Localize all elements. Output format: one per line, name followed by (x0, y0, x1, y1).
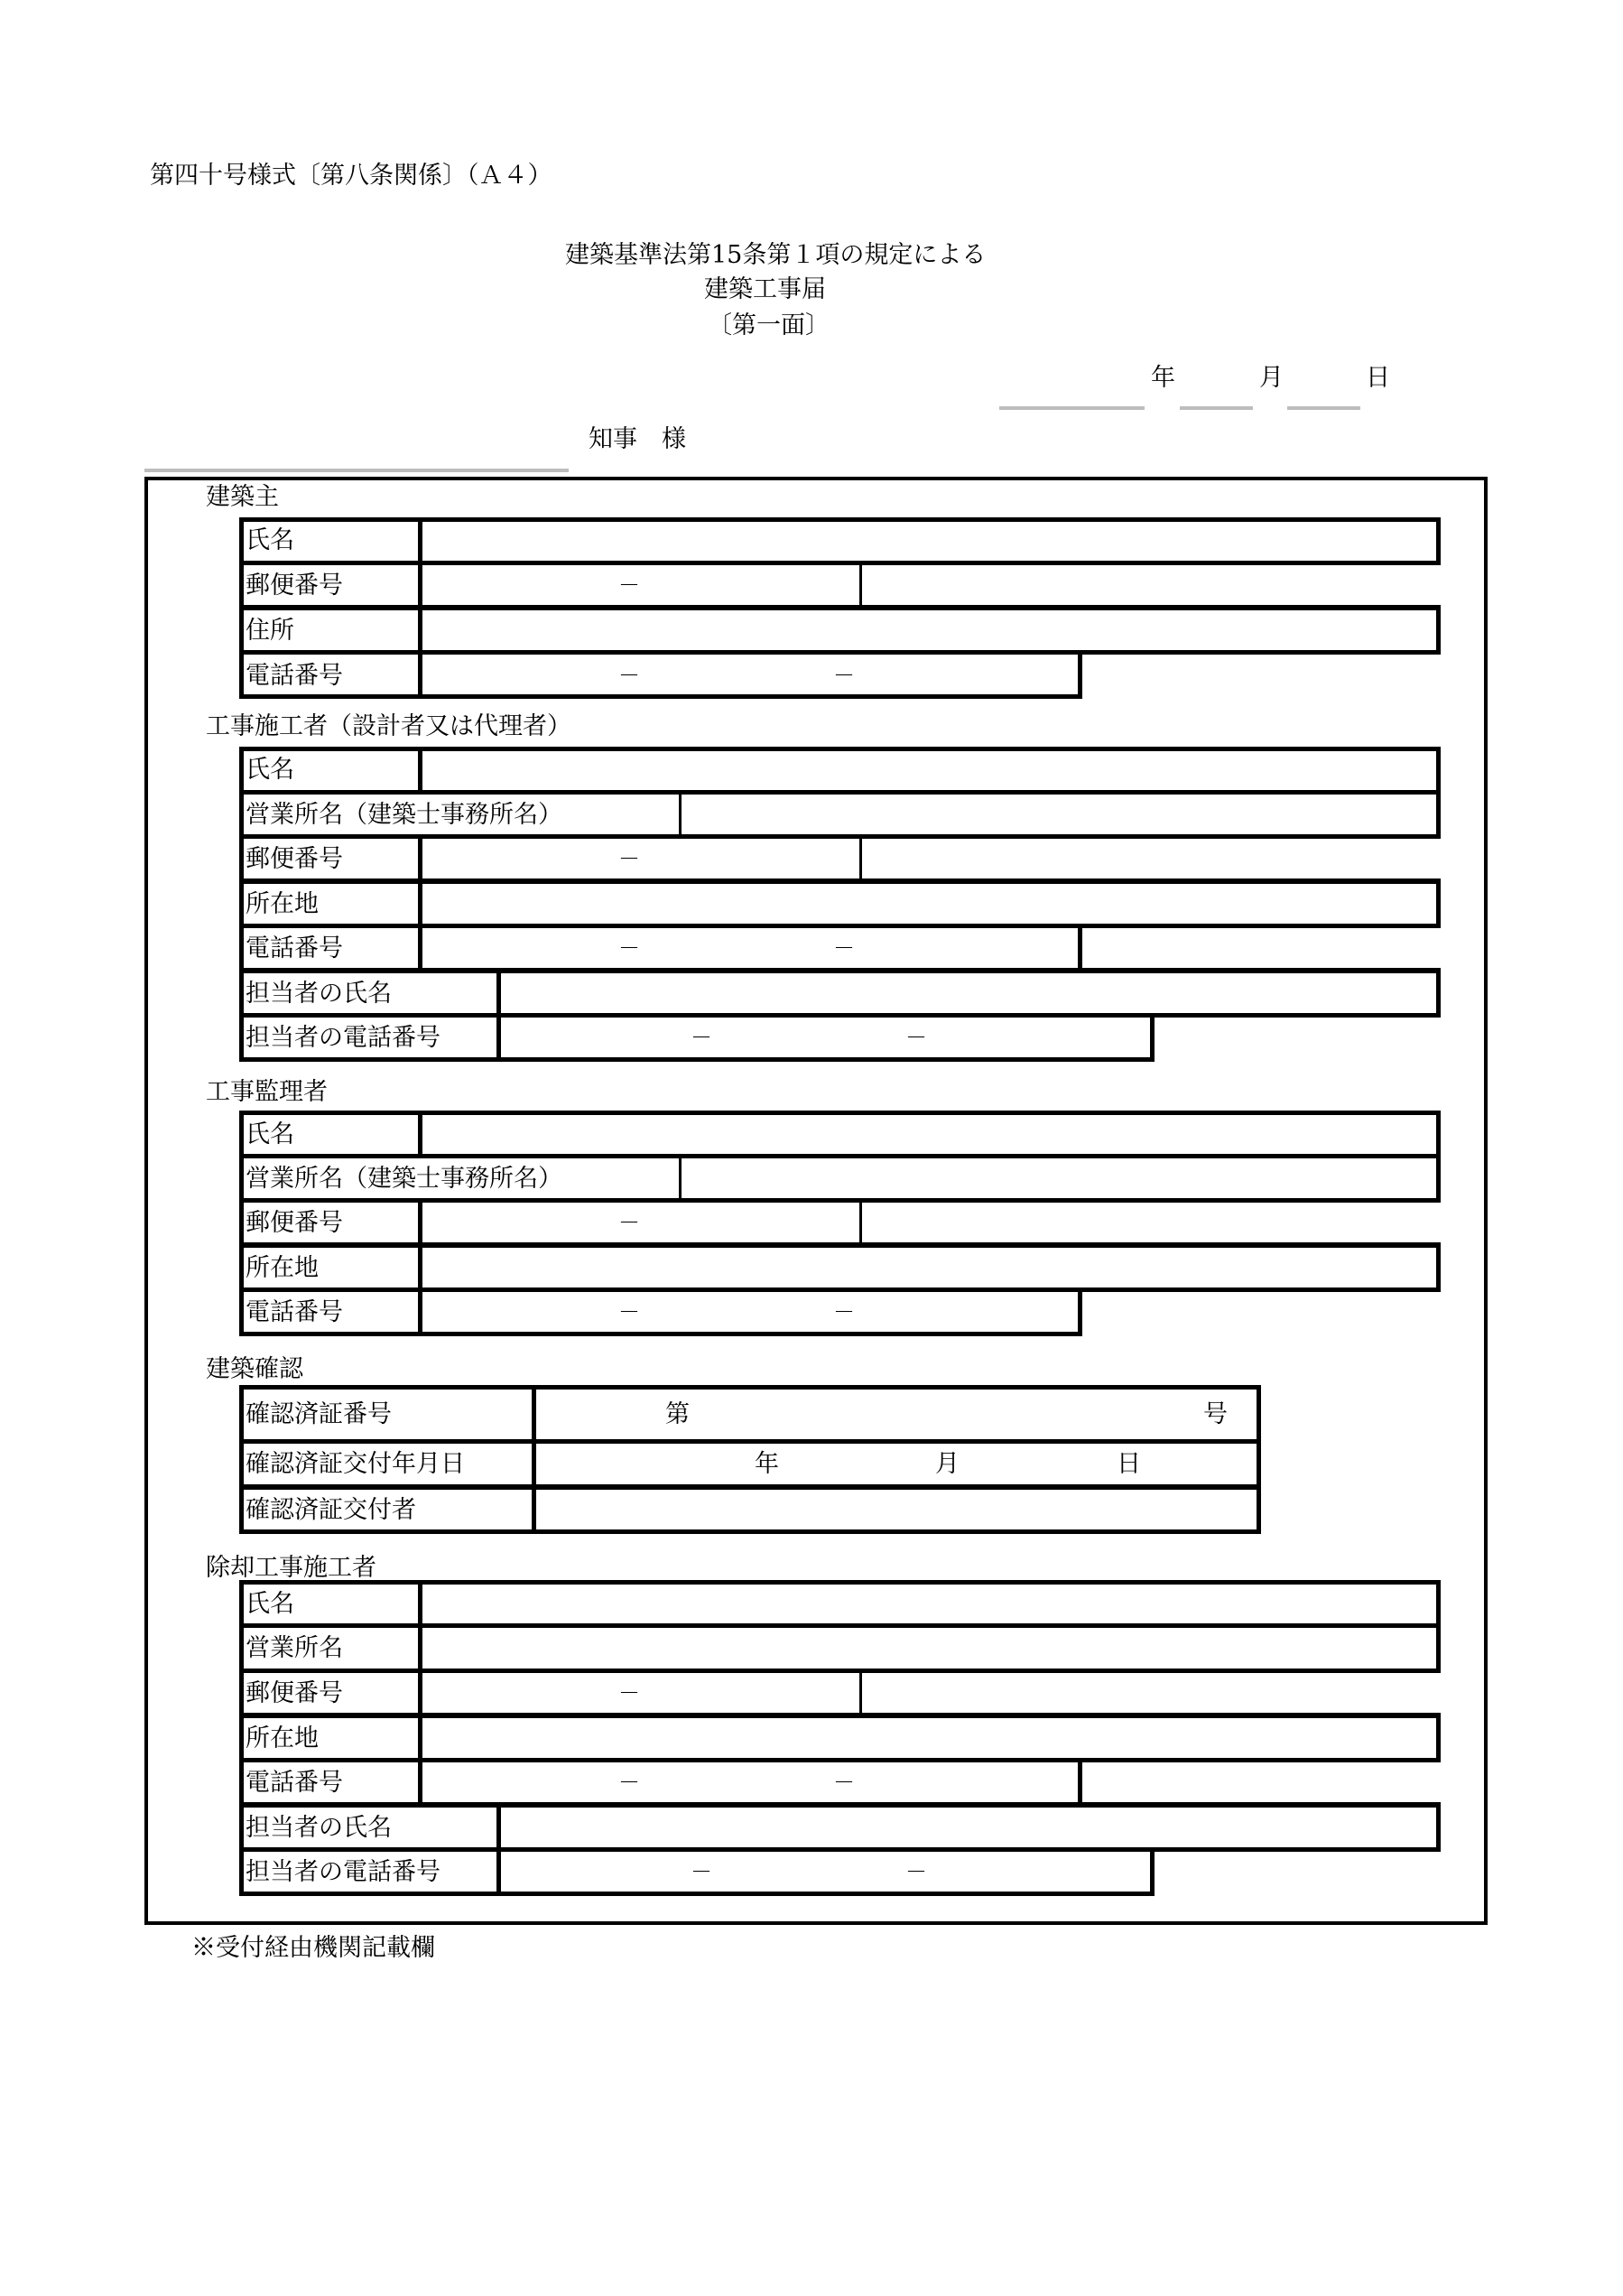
supervisor-phone-dash-2: － (833, 1299, 855, 1325)
contractor-office-label: 営業所名（建築士事務所名） (246, 801, 562, 829)
demolition-phone-dash-1: － (618, 1770, 640, 1795)
supervisor-postal-dash: － (618, 1210, 640, 1235)
confirmation-certno-suffix: 号 (1203, 1400, 1228, 1428)
contractor-name-label: 氏名 (246, 756, 294, 784)
contractor-postal-input[interactable] (424, 835, 858, 878)
section-confirmation-heading: 建築確認 (206, 1355, 303, 1383)
contractor-phone-dash-2: － (833, 935, 855, 961)
contractor-contact-name-label: 担当者の氏名 (246, 980, 392, 1008)
owner-name-label: 氏名 (246, 526, 294, 554)
demolition-contact-name-label: 担当者の氏名 (246, 1814, 392, 1842)
owner-postal-label: 郵便番号 (246, 572, 343, 600)
supervisor-postal-label: 郵便番号 (246, 1209, 343, 1237)
contractor-name-input[interactable] (424, 751, 1435, 790)
confirmation-date-year: 年 (755, 1450, 779, 1478)
demolition-contact-phone-label: 担当者の電話番号 (246, 1858, 441, 1886)
contractor-phone-divider (1078, 925, 1082, 972)
supervisor-postal-input[interactable] (424, 1199, 858, 1242)
supervisor-phone-dash-1: － (618, 1299, 640, 1325)
demolition-postal-input[interactable] (424, 1669, 858, 1713)
supervisor-name-label: 氏名 (246, 1120, 294, 1148)
title-line1: 建築基準法第15条第１項の規定による (565, 241, 987, 269)
demolition-postal-label: 郵便番号 (246, 1679, 343, 1707)
year-label: 年 (1151, 364, 1175, 392)
supervisor-office-divider (679, 1155, 682, 1203)
form-id: 第四十号様式〔第八条関係〕（Ａ４） (150, 162, 552, 190)
month-label: 月 (1259, 364, 1284, 392)
supervisor-location-input[interactable] (424, 1248, 1435, 1287)
demolition-office-label: 営業所名 (246, 1634, 343, 1662)
confirmation-date-label: 確認済証交付年月日 (246, 1450, 465, 1478)
contractor-office-input[interactable] (683, 791, 1435, 834)
contractor-location-label: 所在地 (246, 890, 319, 918)
confirmation-issuer-label: 確認済証交付者 (246, 1496, 416, 1524)
demolition-phone-dash-2: － (833, 1770, 855, 1795)
contractor-contact-phone-label: 担当者の電話番号 (246, 1024, 441, 1052)
demolition-name-label: 氏名 (246, 1590, 294, 1618)
demolition-office-input[interactable] (424, 1624, 1435, 1669)
section-demolition-heading: 除却工事施工者 (206, 1554, 376, 1582)
contractor-phone-dash-1: － (618, 935, 640, 961)
contractor-postal-divider (859, 835, 862, 883)
supervisor-postal-divider (859, 1199, 862, 1247)
confirmation-certno-input[interactable] (538, 1390, 1257, 1439)
demolition-contact-phone-dash-1: － (691, 1859, 712, 1884)
owner-postal-dash: － (618, 572, 640, 598)
owner-phone-input[interactable] (424, 651, 1078, 694)
confirmation-date-input[interactable] (538, 1440, 1257, 1484)
owner-address-label: 住所 (246, 617, 294, 645)
contractor-contact-phone-dash-2: － (905, 1025, 927, 1050)
owner-postal-divider (859, 562, 862, 609)
contractor-contact-phone-input[interactable] (503, 1014, 1150, 1057)
owner-phone-dash-1: － (618, 663, 640, 688)
day-label: 日 (1366, 364, 1390, 392)
supervisor-location-label: 所在地 (246, 1254, 319, 1282)
footer-note: ※受付経由機関記載欄 (191, 1934, 435, 1962)
addressee: 知事 様 (589, 425, 686, 453)
demolition-name-input[interactable] (424, 1585, 1435, 1623)
owner-name-input[interactable] (424, 522, 1435, 561)
contractor-location-input[interactable] (424, 884, 1435, 924)
owner-postal-input[interactable] (424, 566, 858, 605)
title-line2: 建築工事届 (704, 275, 826, 303)
owner-phone-dash-2: － (833, 663, 855, 688)
demolition-phone-label: 電話番号 (246, 1769, 343, 1797)
demolition-location-label: 所在地 (246, 1724, 319, 1752)
contractor-contact-name-input[interactable] (503, 973, 1435, 1013)
owner-phone-label: 電話番号 (246, 662, 343, 690)
contractor-postal-dash: － (618, 846, 640, 871)
confirmation-certno-label: 確認済証番号 (246, 1400, 392, 1428)
supervisor-office-label: 営業所名（建築士事務所名） (246, 1165, 562, 1193)
demolition-phone-input[interactable] (424, 1759, 1078, 1802)
demolition-phone-divider (1078, 1759, 1082, 1807)
day-field[interactable] (1287, 406, 1360, 410)
demolition-postal-dash: － (618, 1680, 640, 1706)
demolition-contact-phone-input[interactable] (503, 1848, 1150, 1892)
confirmation-certno-prefix: 第 (665, 1400, 690, 1428)
title-line3: 〔第一面〕 (708, 311, 830, 339)
confirmation-date-day: 日 (1117, 1450, 1141, 1478)
demolition-postal-divider (859, 1669, 862, 1717)
contractor-phone-label: 電話番号 (246, 934, 343, 962)
supervisor-phone-input[interactable] (424, 1288, 1078, 1332)
contractor-office-divider (679, 791, 682, 839)
supervisor-phone-label: 電話番号 (246, 1298, 343, 1326)
supervisor-name-input[interactable] (424, 1115, 1435, 1154)
month-field[interactable] (1180, 406, 1253, 410)
demolition-contact-phone-dash-2: － (905, 1859, 927, 1884)
contractor-postal-label: 郵便番号 (246, 845, 343, 873)
section-supervisor-heading: 工事監理者 (206, 1078, 328, 1106)
demolition-contact-name-input[interactable] (503, 1808, 1435, 1847)
supervisor-office-input[interactable] (683, 1155, 1435, 1198)
section-contractor-heading: 工事施工者（設計者又は代理者） (206, 712, 571, 740)
confirmation-issuer-input[interactable] (538, 1490, 1257, 1529)
year-field[interactable] (999, 406, 1145, 410)
owner-address-input[interactable] (424, 610, 1435, 650)
confirmation-date-month: 月 (935, 1450, 960, 1478)
governor-field[interactable] (144, 469, 569, 472)
section-owner-heading: 建築主 (206, 483, 279, 511)
demolition-location-input[interactable] (424, 1718, 1435, 1758)
contractor-contact-phone-dash-1: － (691, 1025, 712, 1050)
contractor-phone-input[interactable] (424, 925, 1078, 968)
